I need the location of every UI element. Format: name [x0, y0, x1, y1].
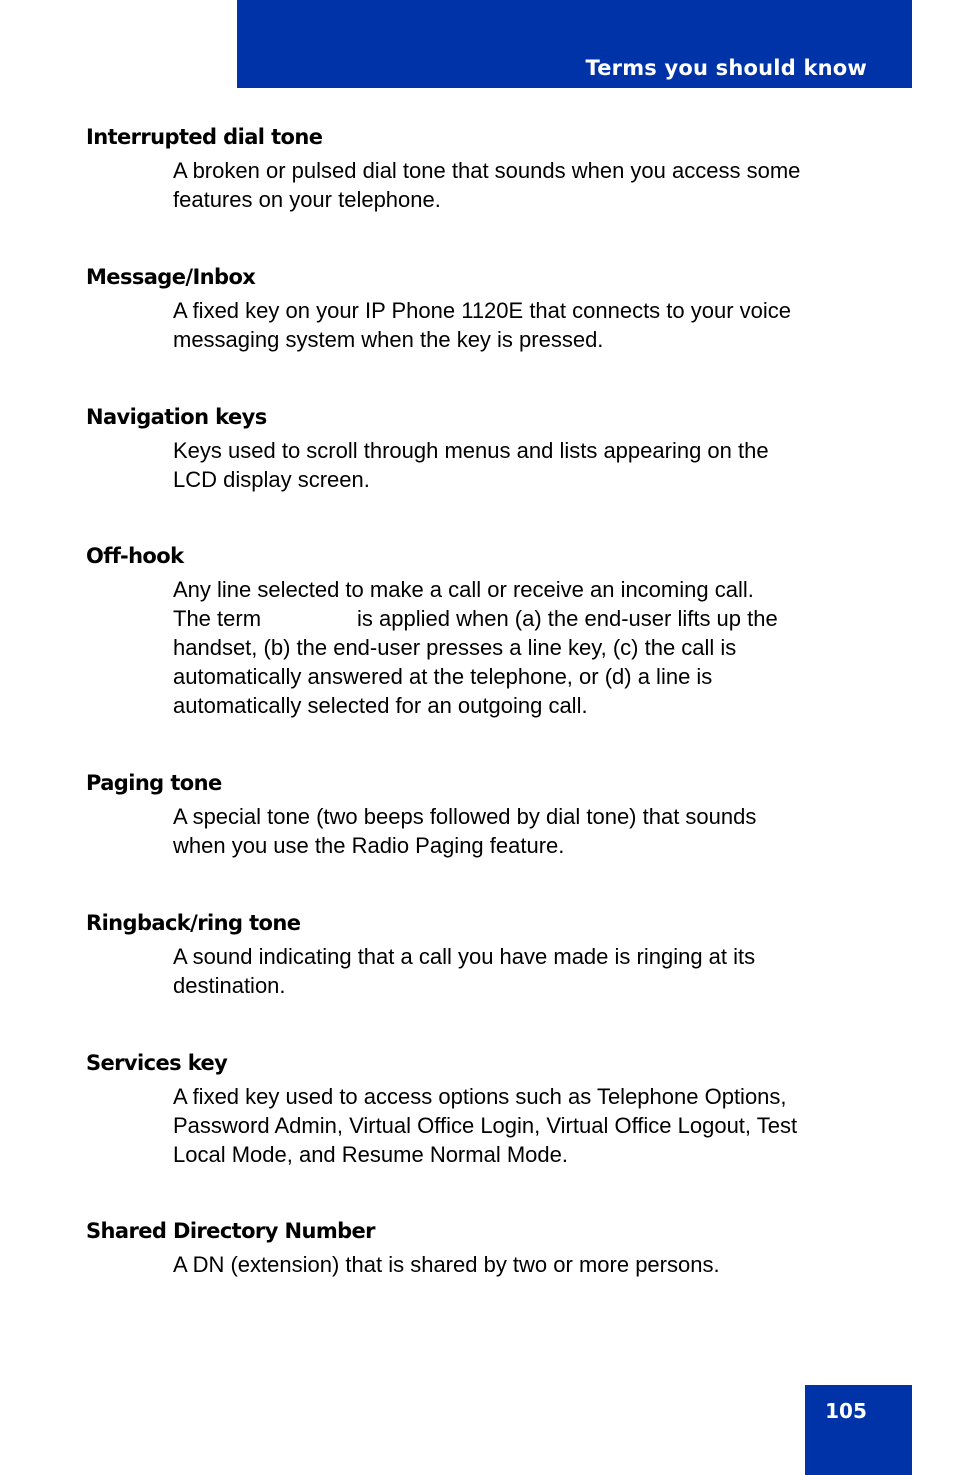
- term-definition: [173, 1250, 873, 1279]
- definition-line: [173, 604, 873, 633]
- page-number: 105: [825, 1399, 867, 1423]
- definition-line: LCD display screen.: [173, 467, 370, 492]
- term-title: Interrupted dial tone: [86, 125, 323, 149]
- term-title: Off-hook: [86, 544, 184, 568]
- definition-fragment: is applied when (a) the end-user lifts up the: [357, 606, 778, 631]
- definition-line: A fixed key on your IP Phone 1120E that connects to your voice: [173, 298, 792, 323]
- term-definition: [173, 942, 873, 1000]
- definition-line: A DN (extension) that is shared by two or more persons.: [173, 1252, 720, 1277]
- definition-line: messaging system when the key is pressed.: [173, 327, 604, 352]
- definition-line: Password Admin, Virtual Office Login, Virtual Office Logout, Test: [173, 1113, 798, 1138]
- term-definition: [173, 802, 873, 860]
- definition-line: automatically answered at the telephone, or (d) a line is: [173, 664, 713, 689]
- definition-line: automatically selected for an outgoing call.: [173, 693, 588, 718]
- section-title: Terms you should know: [585, 56, 867, 80]
- term-definition: [173, 296, 873, 354]
- term-title: Shared Directory Number: [86, 1219, 375, 1243]
- term-title: Paging tone: [86, 771, 222, 795]
- page-number-box: [805, 1385, 912, 1475]
- definition-fragment: The term: [173, 606, 262, 631]
- term-definition: [173, 156, 873, 214]
- definition-line: handset, (b) the end-user presses a line key, (c) the call is: [173, 635, 737, 660]
- definition-line: Keys used to scroll through menus and lists appearing on the: [173, 438, 769, 463]
- definition-line: A fixed key used to access options such as Telephone Options,: [173, 1084, 787, 1109]
- definition-line: features on your telephone.: [173, 187, 441, 212]
- term-definition: [173, 1082, 873, 1169]
- definition-line: destination.: [173, 973, 286, 998]
- header-bar: [237, 0, 912, 88]
- term-title: Navigation keys: [86, 405, 267, 429]
- definition-line: A broken or pulsed dial tone that sounds when you access some: [173, 158, 801, 183]
- term-definition: [173, 436, 873, 494]
- definition-line: Any line selected to make a call or receive an incoming call.: [173, 577, 754, 602]
- definition-line: Local Mode, and Resume Normal Mode.: [173, 1142, 568, 1167]
- term-title: Services key: [86, 1051, 228, 1075]
- term-definition: [173, 575, 873, 720]
- term-title: Ringback/ring tone: [86, 911, 301, 935]
- term-title: Message/Inbox: [86, 265, 256, 289]
- definition-line: A special tone (two beeps followed by dial tone) that sounds: [173, 804, 757, 829]
- definition-line: A sound indicating that a call you have made is ringing at its: [173, 944, 756, 969]
- definition-line: when you use the Radio Paging feature.: [173, 833, 565, 858]
